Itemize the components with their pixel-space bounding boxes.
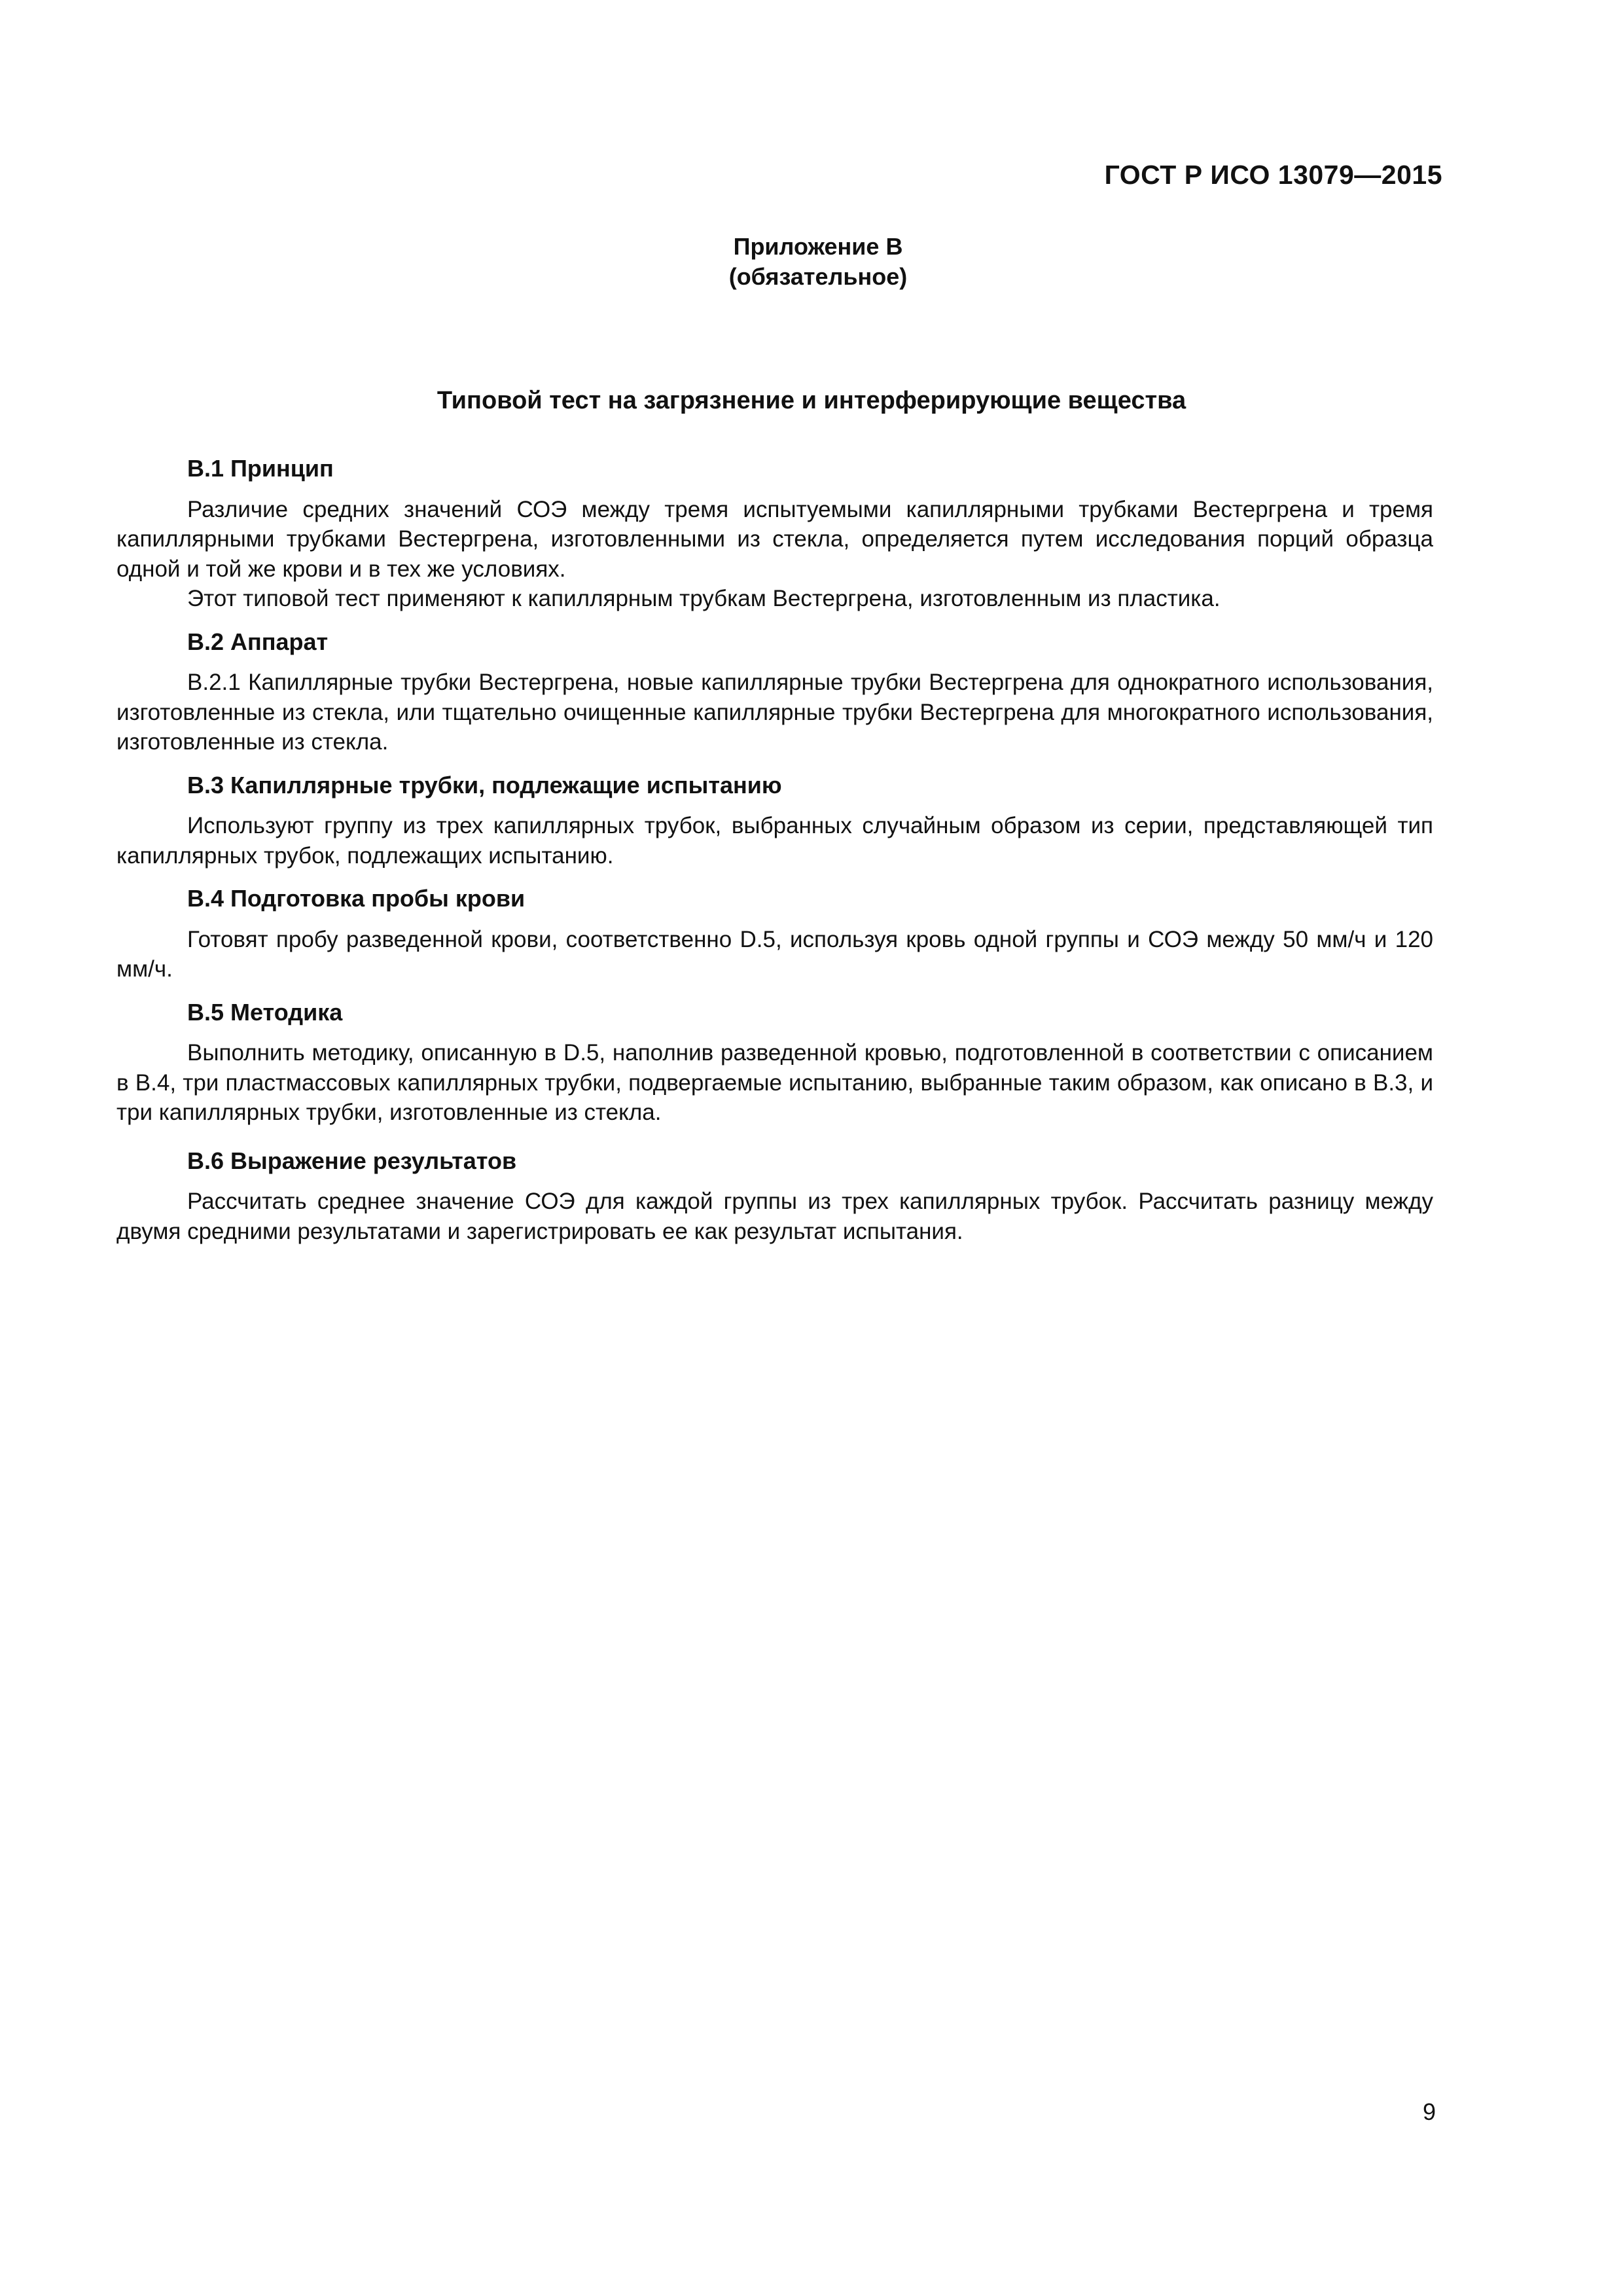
section-heading-b1: В.1 Принцип <box>187 455 334 482</box>
annex-title: Приложение В <box>733 233 903 260</box>
section-heading-b3: В.3 Капиллярные трубки, подлежащие испытанию <box>187 771 782 798</box>
section-b1-paragraph-1: Различие средних значений СОЭ между тремя испытуемыми капиллярными трубками Вестергрена и тремя капиллярными трубками Вестергрена, изготовленными из стекла, определяется путем исследования порций образца одной и той же крови и в тех же условиях. <box>116 496 1433 582</box>
section-heading-b4: В.4 Подготовка пробы крови <box>187 885 526 912</box>
section-b6-paragraph-1: Рассчитать среднее значение СОЭ для каждой группы из трех капиллярных трубок. Рассчитать разницу между двумя средними результатами и зарегистрировать ее как результат испытания. <box>116 1189 1433 1244</box>
section-heading-b2: В.2 Аппарат <box>187 628 329 655</box>
annex-main-title: Типовой тест на загрязнение и интерферирующие вещества <box>437 387 1186 414</box>
section-heading-b6: В.6 Выражение результатов <box>187 1147 517 1174</box>
section-b4-paragraph-1: Готовят пробу разведенной крови, соответственно D.5, используя кровь одной группы и СОЭ между 50 мм/ч и 120 мм/ч. <box>116 926 1433 982</box>
annex-status: (обязательное) <box>728 263 908 290</box>
section-b3-paragraph-1: Используют группу из трех капиллярных трубок, выбранных случайным образом из серии, представляющей тип капиллярных трубок, подлежащих испытанию. <box>116 813 1433 869</box>
document-body <box>116 454 1433 1246</box>
section-b5-paragraph-1: Выполнить методику, описанную в D.5, наполнив разведенной кровью, подготовленной в соответствии с описанием в В.4, три пластмассовых капиллярных трубки, подвергаемые испытанию, выбранные таким образом, как описано в В.3, и три капиллярных трубки, изготовленные из стекла. <box>116 1040 1433 1125</box>
section-heading-b5: В.5 Методика <box>187 998 343 1026</box>
page-number: 9 <box>1422 2098 1436 2125</box>
section-b2-paragraph-1: В.2.1 Капиллярные трубки Вестергрена, новые капиллярные трубки Вестергрена для однократного использования, изготовленные из стекла, или тщательно очищенные капиллярные трубки Вестергрена для многократного использования, изготовленные из стекла. <box>116 670 1433 755</box>
section-b1-paragraph-2: Этот типовой тест применяют к капиллярным трубкам Вестергрена, изготовленным из пластика. <box>187 586 1221 611</box>
document-code: ГОСТ Р ИСО 13079—2015 <box>1104 160 1442 190</box>
annex-heading <box>0 232 1623 292</box>
